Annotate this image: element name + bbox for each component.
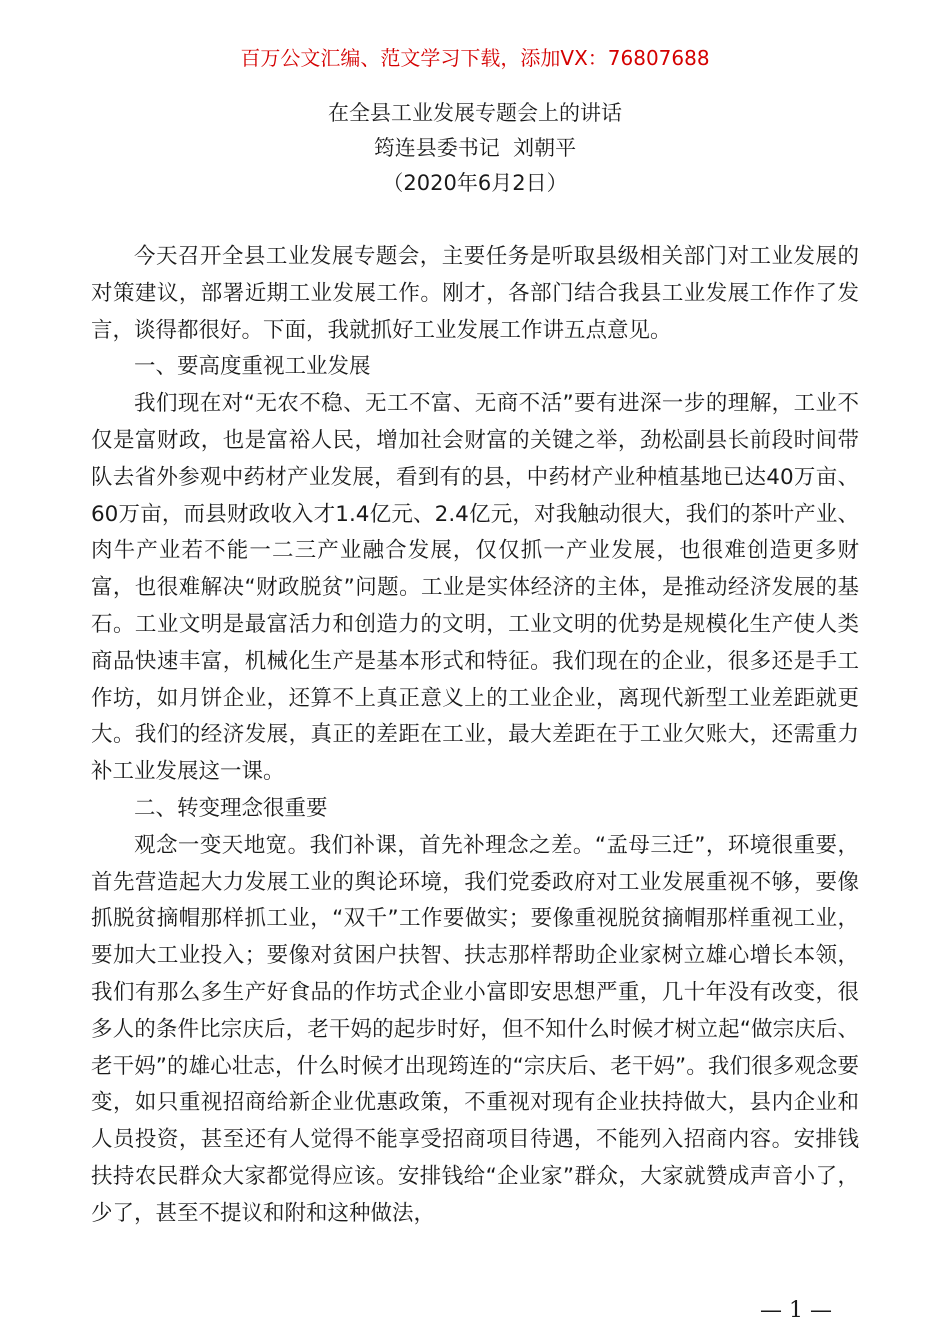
speech-title: 在全县工业发展专题会上的讲话 [328, 101, 622, 125]
section-paragraph-2: 观念一变天地宽。我们补课，首先补理念之差。“孟母三迁”，环境很重要，首先营造起大力发展工业的舆论环境，我们党委政府对工业发展重视不够，要像抓脱贫摘帽那样抓工业，“双千”工作要做实；要像重视脱贫摘帽那样重视工业，要加大工业投入；要像对贫困户扶智、扶志那样帮助企业家树立雄心增长本领，我们有那么多生产好食品的作坊式企业小富即安思想严重，几十年没有改变，很多人的条件比宗庆后，老干妈的起步时好，但不知什么时候才树立起“做宗庆后、老干妈”的雄心壮志，什么时候才出现筠连的“宗庆后、老干妈”。我们很多观念要变，如只重视招商给新企业优惠政策，不重视对现有企业扶持做大，县内企业和人员投资，甚至还有人觉得不能享受招商项目待遇，不能列入招商内容。安排钱扶持农民群众大家都觉得应该。安排钱给“企业家”群众，大家就赞成声音小了，少了，甚至不提议和附和这种做法， [91, 832, 859, 1226]
speech-body [91, 239, 859, 1233]
intro-paragraph: 今天召开全县工业发展专题会，主要任务是听取县级相关部门对工业发展的对策建议，部署近期工业发展工作。刚才，各部门结合我县工业发展工作作了发言，谈得都很好。下面，我就抓好工业发展工作讲五点意见。 [91, 244, 859, 343]
page-number: — 1 — [760, 1298, 832, 1323]
watermark-banner: 百万公文汇编、范文学习下载，添加VX：76807688 [240, 46, 710, 70]
speech-author: 筠连县委书记 刘朝平 [373, 136, 577, 160]
section-heading-2: 二、转变理念很重要 [134, 795, 328, 821]
section-paragraph-1: 我们现在对“无农不稳、无工不富、无商不活”要有进深一步的理解，工业不仅是富财政，也是富裕人民，增加社会财富的关键之举，劲松副县长前段时间带队去省外参观中药材产业发展，看到有的县，中药材产业种植基地已达40万亩、60万亩，而县财政收入才1.4亿元、2.4亿元，对我触动很大，我们的茶叶产业、肉牛产业若不能一二三产业融合发展，仅仅抓一产业发展，也很难创造更多财富，也很难解决“财政脱贫”问题。工业是实体经济的主体，是推动经济发展的基石。工业文明是最富活力和创造力的文明，工业文明的优势是规模化生产使人类商品快速丰富，机械化生产是基本形式和特征。我们现在的企业，很多还是手工作坊，如月饼企业，还算不上真正意义上的工业企业，离现代新型工业差距就更大。我们的经济发展，真正的差距在工业，最大差距在于工业欠账大，还需重力补工业发展这一课。 [91, 391, 859, 785]
title-block [0, 96, 950, 201]
speech-date: （2020年6月2日） [382, 171, 568, 195]
section-heading-1: 一、要高度重视工业发展 [134, 354, 371, 380]
